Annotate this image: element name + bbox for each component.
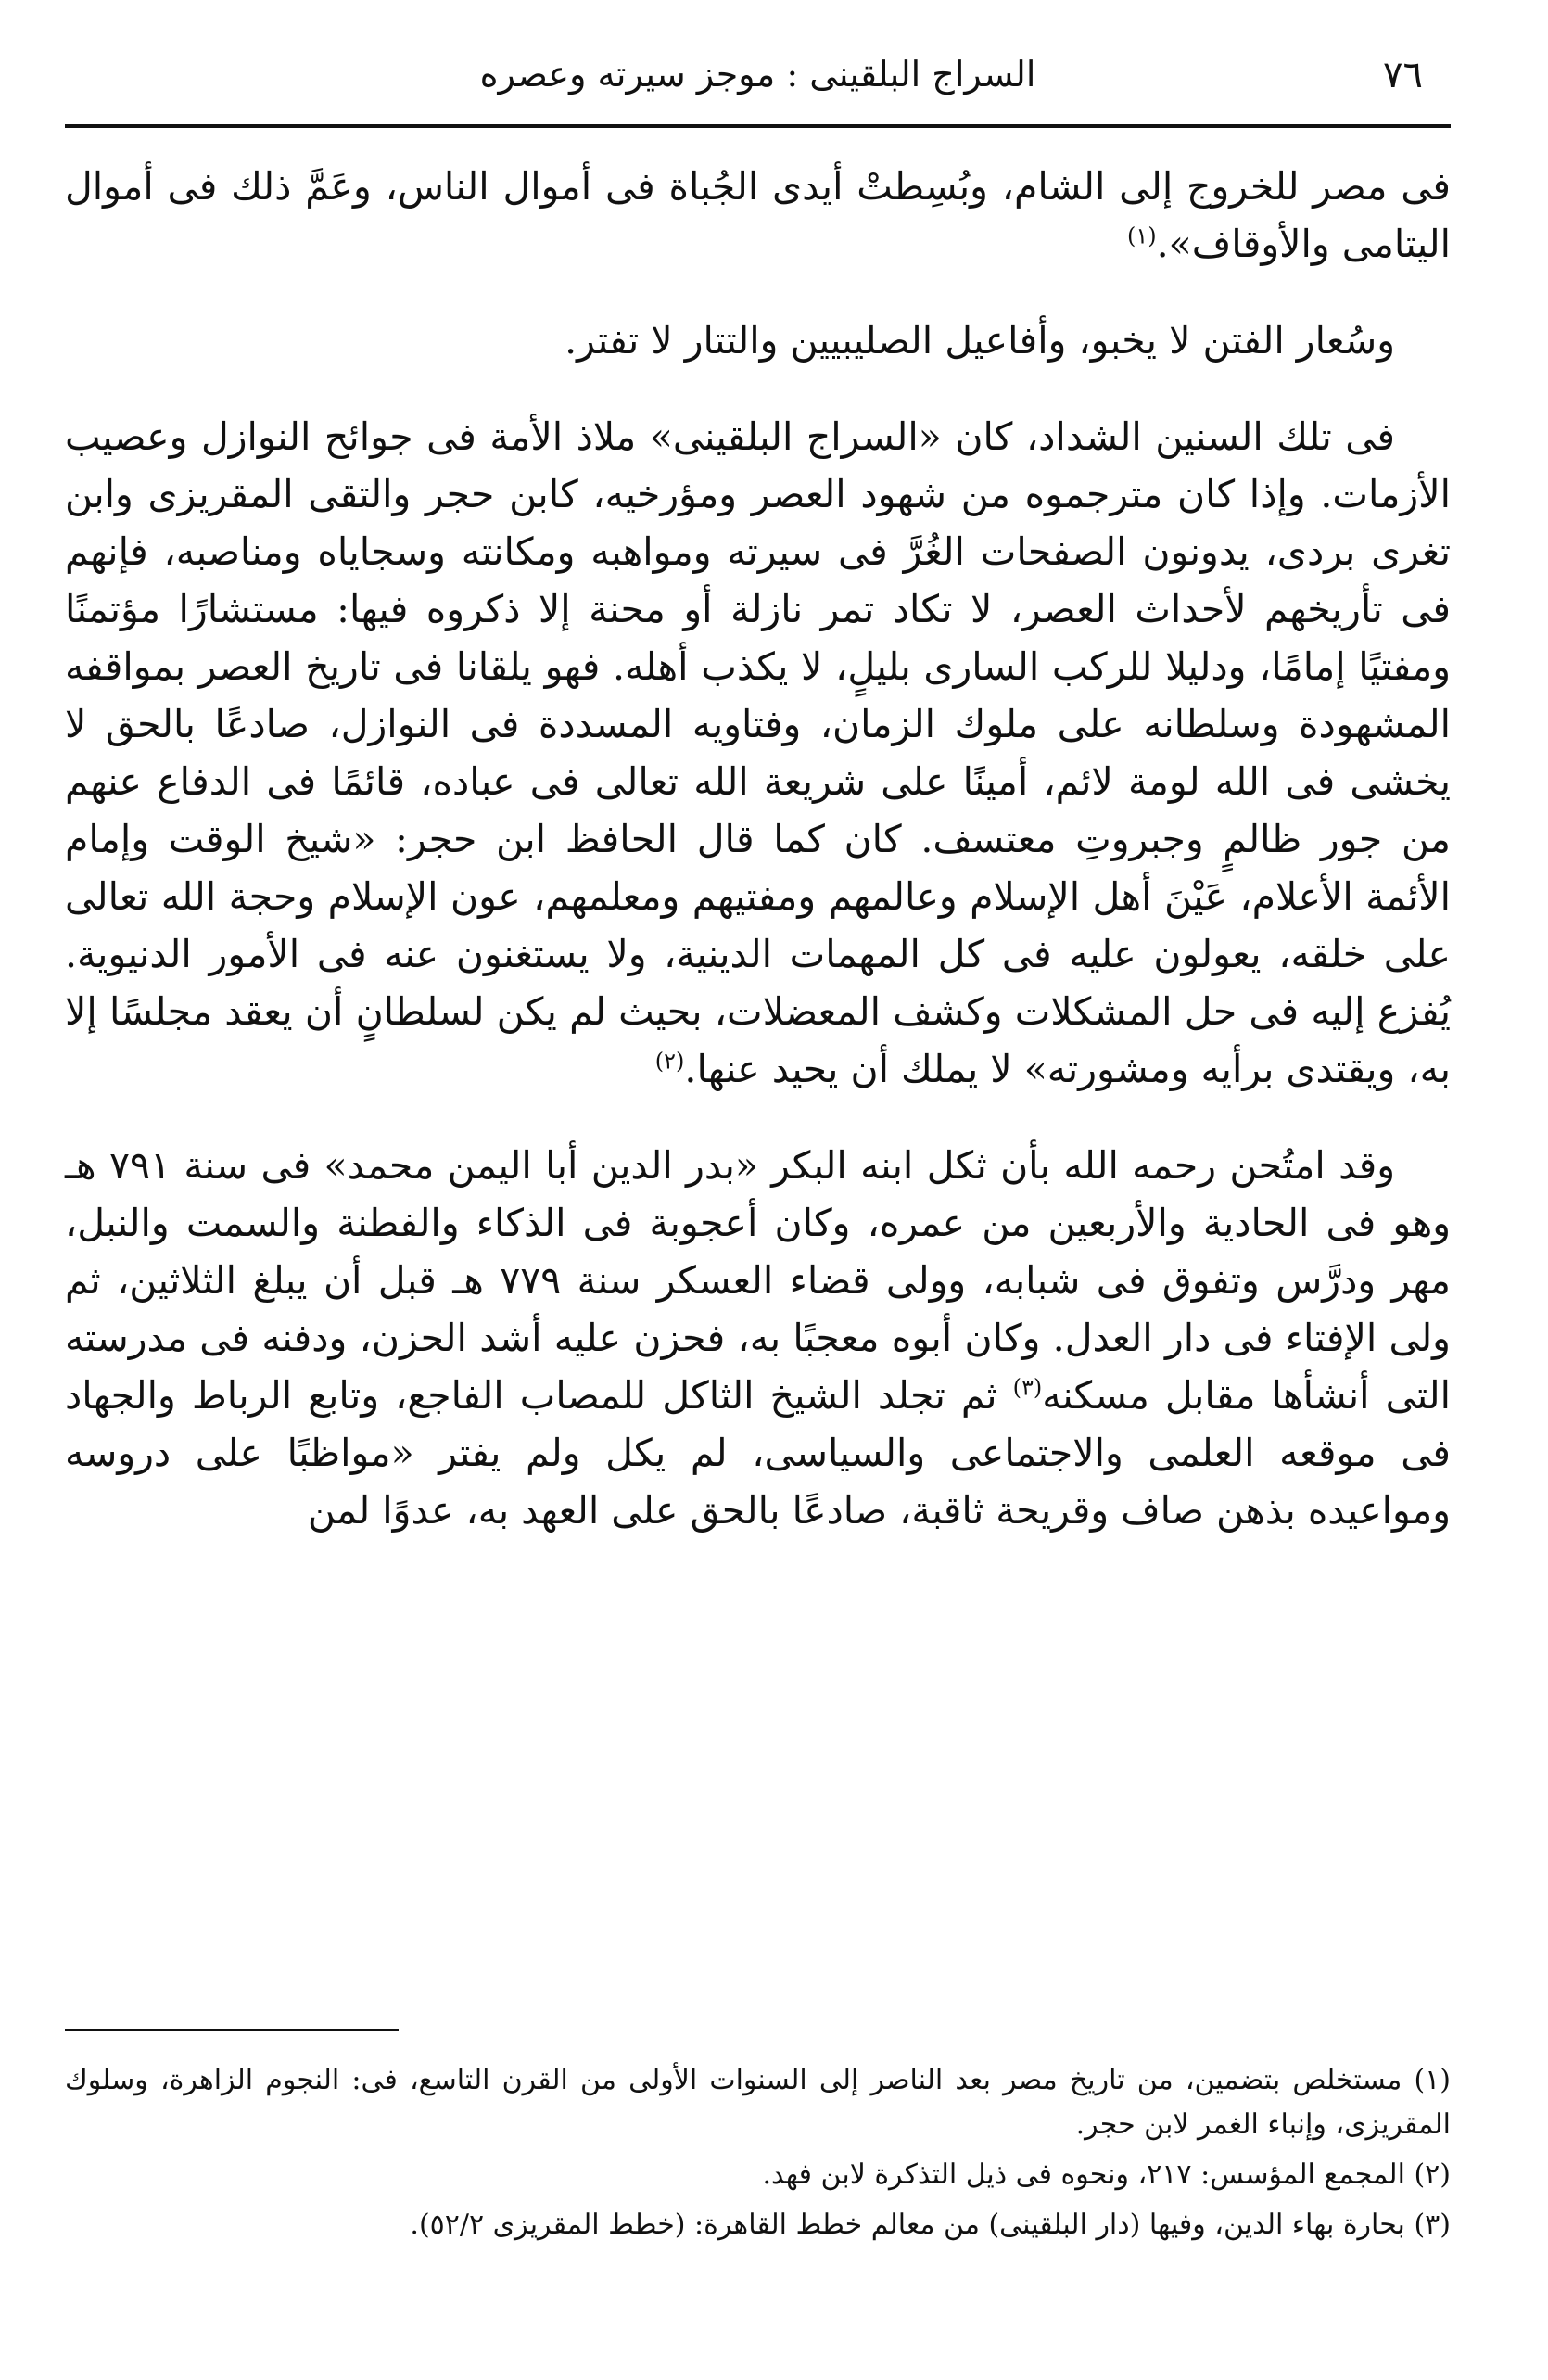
footnote-ref: (٢): [654, 1048, 685, 1075]
page-number: ٧٦: [1383, 54, 1423, 96]
paragraph-4: [65, 1137, 1451, 1539]
paragraph-1: [65, 158, 1451, 273]
main-text: [65, 158, 1451, 1578]
footnote-1: (١) مستخلص بتضمين، من تاريخ مصر بعد الناصر إلى السنوات الأولى من القرن التاسع، فى: النجوم الزاهرة، وسلوك المقريزى، وإنباء الغمر لابن حجر.: [65, 2064, 1451, 2141]
paragraph-text: فى تلك السنين الشداد، كان «السراج البلقينى» ملاذ الأمة فى جوائح النوازل وعصيب الأزمات. وإذا كان مترجموه من شهود العصر ومؤرخيه، كابن حجر والتقى المقريزى وابن تغرى بردى، يدونون الصفحات الغُرَّ فى سيرته ومواهبه ومكانته وسجاياه ومناصبه، فإنهم فى تأريخهم لأحداث العصر، لا تكاد تمر نازلة أو محنة إلا ذكروه فيها: مستشارًا مؤتمنًا ومفتيًا إمامًا، ودليلا للركب السارى بليلٍ، لا يكذب أهله. فهو يلقانا فى تاريخ العصر بمواقفه المشهودة وسلطانه على ملوك الزمان، وفتاويه المسددة فى النوازل، صادعًا بالحق لا يخشى فى الله لومة لائم، أمينًا على شريعة الله تعالى فى عباده، قائمًا فى الدفاع عنهم من جور ظالمٍ وجبروتِ معتسف. كان كما قال الحافظ ابن حجر: «شيخ الوقت وإمام الأئمة الأعلام، عَيْنَ أهل الإسلام وعالمهم ومفتيهم ومعلمهم، عون الإسلام وحجة الله تعالى على خلقه، يعولون عليه فى كل المهمات الدينية، ولا يستغنون عنه فى الأمور الدنيوية. يُفزع إليه فى حل المشكلات وكشف المعضلات، بحيث لم يكن لسلطانٍ أن يعقد مجلسًا إلا به، ويقتدى برأيه ومشورته» لا يملك أن يحيد عنها.: [65, 414, 1451, 1091]
paragraph-text-continued: ثم تجلد الشيخ الثاكل للمصاب الفاجع، وتابع الرباط والجهاد فى موقعه العلمى والاجتماعى والسياسى، لم يكل ولم يفتر «مواظبًا على دروسه ومواعيده بذهن صاف وقريحة ثاقبة، صادعًا بالحق على العهد به، عدوًا لمن: [65, 1373, 1451, 1533]
page-header: [65, 46, 1451, 121]
paragraph-2: [65, 312, 1451, 369]
running-title: السراج البلقينى : موجز سيرته وعصره: [479, 54, 1036, 95]
paragraph-3: [65, 408, 1451, 1098]
footnote-2: (٢) المجمع المؤسس: ٢١٧، ونحوه فى ذيل التذكرة لابن فهد.: [762, 2158, 1451, 2191]
header-rule: [65, 124, 1451, 128]
footnotes: [65, 2058, 1451, 2253]
footnote-separator: [65, 2029, 399, 2031]
footnote-ref: (٣): [1012, 1374, 1043, 1401]
paragraph-text: فى مصر للخروج إلى الشام، وبُسِطتْ أيدى الجُباة فى أموال الناس، وعَمَّ ذلك فى أموال اليتامى والأوقاف».: [65, 164, 1451, 266]
footnote-ref: (١): [1126, 223, 1157, 249]
book-page: [65, 46, 1452, 2241]
paragraph-text: وسُعار الفتن لا يخبو، وأفاعيل الصليبيين والتتار لا تفتر.: [565, 318, 1395, 363]
footnote-3: (٣) بحارة بهاء الدين، وفيها (دار البلقينى) من معالم خطط القاهرة: (خطط المقريزى ٥٢/٢).: [410, 2208, 1451, 2241]
paragraph-text: وقد امتُحن رحمه الله بأن ثكل ابنه البكر «بدر الدين أبا اليمن محمد» فى سنة ٧٩١ هـ وهو فى الحادية والأربعين من عمره، وكان أعجوبة فى الذكاء والفطنة والسمت والنبل، مهر ودرَّس وتفوق فى شبابه، وولى قضاء العسكر سنة ٧٧٩ هـ قبل أن يبلغ الثلاثين، ثم ولى الإفتاء فى دار العدل. وكان أبوه معجبًا به، فحزن عليه أشد الحزن، ودفنه فى مدرسته التى أنشأها مقابل مسكنه: [65, 1143, 1452, 1418]
